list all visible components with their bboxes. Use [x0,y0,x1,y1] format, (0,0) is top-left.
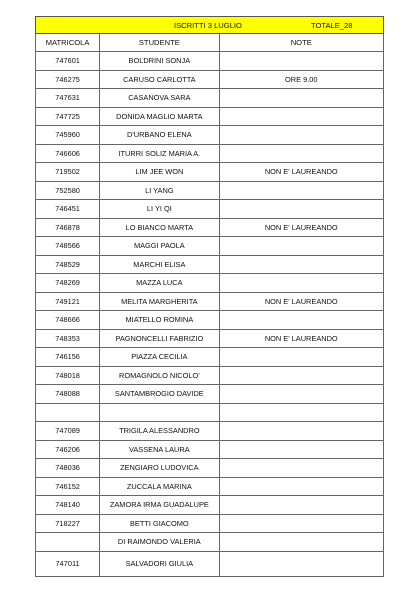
column-header-row [36,34,384,52]
iscritti-label: ISCRITTI 3 LUGLIO [174,21,242,30]
cell-note: NON E' LAUREANDO [219,218,384,237]
cell-note [219,126,384,145]
cell-matricola: 746156 [36,348,100,367]
cell-matricola: 747725 [36,107,100,126]
cell-studente: SANTAMBROGIO DAVIDE [100,385,219,404]
cell-note [219,107,384,126]
cell-note [219,52,384,71]
table-row [36,292,384,311]
table-row [36,440,384,459]
table-row [36,477,384,496]
cell-studente: ITURRI SOLIZ MARIA A. [100,144,219,163]
cell-studente: CARUSO CARLOTTA [100,70,219,89]
header-note: NOTE [219,34,384,52]
students-table [35,16,384,577]
table-row [36,496,384,515]
cell-matricola [36,403,100,422]
cell-matricola: 748036 [36,459,100,478]
table-row [36,422,384,441]
cell-note: NON E' LAUREANDO [219,329,384,348]
cell-matricola: 748666 [36,311,100,330]
cell-note [219,514,384,533]
cell-matricola: 748353 [36,329,100,348]
cell-studente: BETTI GIACOMO [100,514,219,533]
table-row [36,459,384,478]
cell-matricola: 745960 [36,126,100,145]
cell-matricola: 746275 [36,70,100,89]
cell-studente: D'URBANO ELENA [100,126,219,145]
table-row [36,348,384,367]
cell-studente: TRIGILA ALESSANDRO [100,422,219,441]
cell-matricola: 748088 [36,385,100,404]
cell-matricola: 749121 [36,292,100,311]
cell-studente: ZENGIARO LUDOVICA [100,459,219,478]
cell-studente: ZUCCALA MARINA [100,477,219,496]
cell-studente: LIM JEE WON [100,163,219,182]
cell-note [219,366,384,385]
cell-matricola: 752580 [36,181,100,200]
cell-note [219,200,384,219]
cell-studente: LO BIANCO MARTA [100,218,219,237]
cell-matricola: 746878 [36,218,100,237]
table-row [36,52,384,71]
cell-matricola: 748269 [36,274,100,293]
cell-studente: LI YANG [100,181,219,200]
cell-studente: SALVADORI GIULIA [100,551,219,576]
cell-studente: DI RAIMONDO VALERIA [100,533,219,552]
cell-matricola [36,533,100,552]
cell-matricola: 719502 [36,163,100,182]
cell-matricola: 746152 [36,477,100,496]
cell-note [219,533,384,552]
cell-note: NON E' LAUREANDO [219,163,384,182]
cell-note [219,181,384,200]
table-row [36,385,384,404]
cell-studente: CASANOVA SARA [100,89,219,108]
cell-studente: ROMAGNOLO NICOLO' [100,366,219,385]
table-row [36,551,384,576]
table-row [36,255,384,274]
cell-studente: PIAZZA CECILIA [100,348,219,367]
registration-sheet [35,16,384,577]
table-row [36,274,384,293]
table-row [36,366,384,385]
cell-note [219,551,384,576]
cell-studente: VASSENA LAURA [100,440,219,459]
cell-note [219,403,384,422]
cell-studente: ZAMORA IRMA GUADALUPE [100,496,219,515]
cell-studente: DONIDA MAGLIO MARTA [100,107,219,126]
cell-matricola: 747601 [36,52,100,71]
cell-matricola: 747089 [36,422,100,441]
cell-note: ORE 9.00 [219,70,384,89]
cell-note [219,144,384,163]
table-row [36,89,384,108]
cell-note [219,89,384,108]
cell-note [219,255,384,274]
cell-note [219,477,384,496]
header-matricola: MATRICOLA [36,34,100,52]
table-row [36,181,384,200]
cell-matricola: 748018 [36,366,100,385]
cell-note [219,385,384,404]
cell-studente: MARCHI ELISA [100,255,219,274]
title-row [36,17,384,34]
table-row [36,329,384,348]
table-row [36,70,384,89]
header-studente: STUDENTE [100,34,219,52]
cell-matricola: 746606 [36,144,100,163]
cell-studente: LI YI QI [100,200,219,219]
cell-note [219,348,384,367]
cell-note [219,422,384,441]
cell-studente [100,403,219,422]
cell-studente: MELITA MARGHERITA [100,292,219,311]
table-row [36,144,384,163]
cell-matricola: 718227 [36,514,100,533]
table-row [36,200,384,219]
cell-matricola: 747011 [36,551,100,576]
title-cell [36,17,384,34]
cell-note [219,237,384,256]
cell-note [219,311,384,330]
cell-studente: MAZZA LUCA [100,274,219,293]
cell-matricola: 748529 [36,255,100,274]
cell-note: NON E' LAUREANDO [219,292,384,311]
totale-label: TOTALE_28 [311,21,353,30]
cell-studente: MAGGI PAOLA [100,237,219,256]
table-row [36,107,384,126]
cell-matricola: 746451 [36,200,100,219]
cell-matricola: 746206 [36,440,100,459]
cell-matricola: 748140 [36,496,100,515]
table-row [36,163,384,182]
cell-matricola: 747631 [36,89,100,108]
table-row [36,218,384,237]
table-row [36,533,384,552]
cell-studente: PAGNONCELLI FABRIZIO [100,329,219,348]
table-row [36,403,384,422]
cell-note [219,440,384,459]
table-row [36,514,384,533]
cell-note [219,496,384,515]
table-row [36,311,384,330]
cell-studente: BOLDRINI SONJA [100,52,219,71]
table-row [36,237,384,256]
cell-note [219,274,384,293]
table-row [36,126,384,145]
cell-matricola: 748566 [36,237,100,256]
cell-note [219,459,384,478]
cell-studente: MIATELLO ROMINA [100,311,219,330]
